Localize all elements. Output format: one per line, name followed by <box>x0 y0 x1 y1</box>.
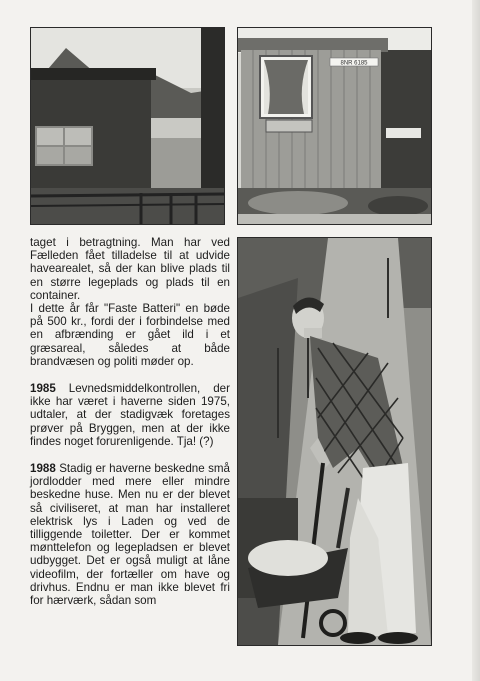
paragraph-text: Levnedsmiddelkontrollen, der ikke har været i haverne siden 1975, udtaler, at der stadigvæk foretages prøver på Bryggen, men at der ikke findes noget forurenligende. Tja! (?) <box>30 382 230 448</box>
paragraph: I dette år får "Faste Batteri" en bøde på 500 kr., fordi der i forbindelse med en afbrænding er gået ild i et græsareal, således at både brandvæsen og politi møder op. <box>30 302 230 368</box>
photo-garden-house <box>237 27 432 225</box>
year-label: 1988 <box>30 462 56 476</box>
photo-man-raking <box>237 237 432 646</box>
article-text <box>30 236 230 621</box>
paragraph: taget i betragtning. Man har ved Fælleden fået tilladelse til at udvide havearealet, så der kan blive plads til en større legeplads og plads til en container. <box>30 236 230 302</box>
paragraph-1988 <box>30 462 230 607</box>
page-edge <box>472 0 480 681</box>
paragraph-1985 <box>30 382 230 448</box>
paragraph-text: Stadig er haverne beskedne små jordlodder med mere eller mindre beskedne huse. Men nu er der blevet så civiliseret, at man har installeret elektrisk lys i Laden og ved de tilliggende toiletter. Der er kommet mønttelefon og legepladsen er blevet udbygget. Det er også muligt at låne videofilm, der fortæller om have og drivhus. Endnu er man ikke blevet fri for hærværk, sådan som <box>30 462 230 608</box>
photo-allotment-shed <box>30 27 225 225</box>
house-sign: 8NR 6185 <box>340 60 368 67</box>
year-label: 1985 <box>30 382 56 396</box>
